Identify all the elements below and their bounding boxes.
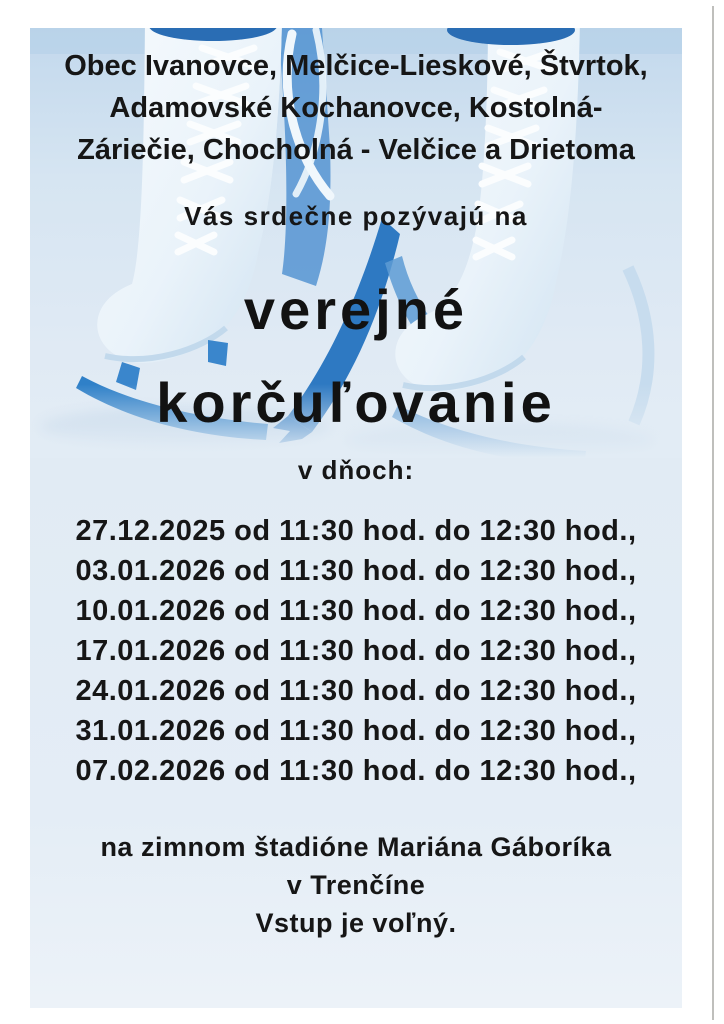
admission-text: Vstup je voľný.: [255, 908, 457, 938]
venue-line-2: v Trenčíne: [286, 870, 426, 900]
date-row: 31.01.2026 od 11:30 hod. do 12:30 hod.,: [75, 715, 637, 747]
header-line-1: Obec Ivanovce, Melčice-Lieskové, Štvrtok,: [64, 50, 648, 82]
venue-block: [30, 828, 682, 942]
poster-title-line-1: verejné: [243, 278, 469, 341]
date-row: 24.01.2026 od 11:30 hod. do 12:30 hod.,: [75, 675, 637, 707]
header-line-2: Adamovské Kochanovce, Kostolná-: [109, 92, 603, 124]
header-municipalities: [30, 45, 682, 171]
date-row: 07.02.2026 od 11:30 hod. do 12:30 hod.,: [75, 755, 637, 787]
dates-label: v dňoch:: [297, 455, 415, 485]
date-row: 10.01.2026 od 11:30 hod. do 12:30 hod.,: [75, 595, 637, 627]
header-line-3: Záriečie, Chocholná - Velčice a Drietoma: [77, 134, 635, 166]
dates-list: [30, 511, 682, 791]
left-blade-stanchion-back: [208, 340, 228, 366]
poster-title-line-2: korčuľovanie: [156, 371, 556, 434]
invitation-text: Vás srdečne pozývajú na: [184, 201, 528, 231]
date-row: 03.01.2026 od 11:30 hod. do 12:30 hod.,: [75, 555, 637, 587]
venue-line-1: na zimnom štadióne Mariána Gáboríka: [100, 832, 612, 862]
poster: [30, 28, 682, 1008]
scan-artifact-line: [712, 6, 714, 1020]
date-row: 27.12.2025 od 11:30 hod. do 12:30 hod.,: [75, 515, 637, 547]
date-row: 17.01.2026 od 11:30 hod. do 12:30 hod.,: [75, 635, 637, 667]
